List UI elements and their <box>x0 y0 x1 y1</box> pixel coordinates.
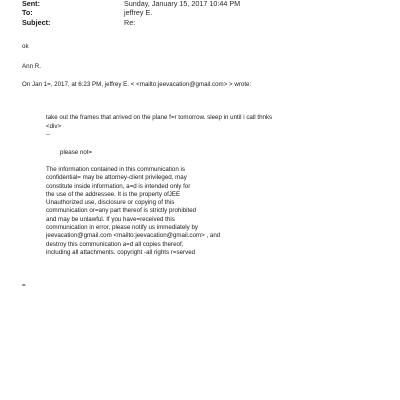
disclaimer-block <box>46 166 220 257</box>
subject-value: Re: <box>124 18 136 27</box>
to-value: jeffrey E. <box>124 8 153 17</box>
reply-text: ok <box>22 43 29 50</box>
disclaimer-line: including all attachments. copyright -all rights r=served <box>46 248 196 256</box>
signature: Ann R. <box>22 63 41 70</box>
trailing-equals: = <box>22 282 26 289</box>
sent-value: Sunday, January 15, 2017 10:44 PM <box>124 0 241 8</box>
to-label: To: <box>22 8 33 17</box>
quoted-line: take out the frames that arrived on the plane f=r tomorrow. sleep in until i call thnks <box>46 114 273 121</box>
disclaimer-line: the use of the addressee. It is the property ofJEE <box>46 190 181 198</box>
quote-intro: On Jan 1=, 2017, at 6:23 PM, jeffrey E. < <mailto:jeevacation@gmail.com> > wrote: <box>22 81 252 88</box>
quoted-separator: -- <box>46 131 51 138</box>
disclaimer-line: communication in error, please notify us immediately by <box>46 224 199 232</box>
quoted-div-tag: <div> <box>46 123 62 130</box>
please-note: please not= <box>60 149 93 156</box>
disclaimer-line: The information contained in this communication is <box>46 166 185 173</box>
disclaimer-line: and may be unlawful. If you have=received this <box>46 215 175 223</box>
sent-label: Sent: <box>22 0 40 8</box>
disclaimer-line: constitute inside information, a=d is intended only for <box>46 182 191 190</box>
disclaimer-line: Unauthorized use, disclosure or copying of this <box>46 199 175 207</box>
subject-label: Subject: <box>22 18 51 27</box>
disclaimer-line: confidential= may be attorney-client privileged, may <box>46 174 187 182</box>
disclaimer-line: communication or=any part thereof is strictly prohibited <box>46 207 197 215</box>
disclaimer-line: jeevacation@gmail.com <mailto:jeevacation@gmail.com> , and <box>46 232 221 240</box>
disclaimer-line: destroy this communication a=d all copies thereof, <box>46 240 184 248</box>
